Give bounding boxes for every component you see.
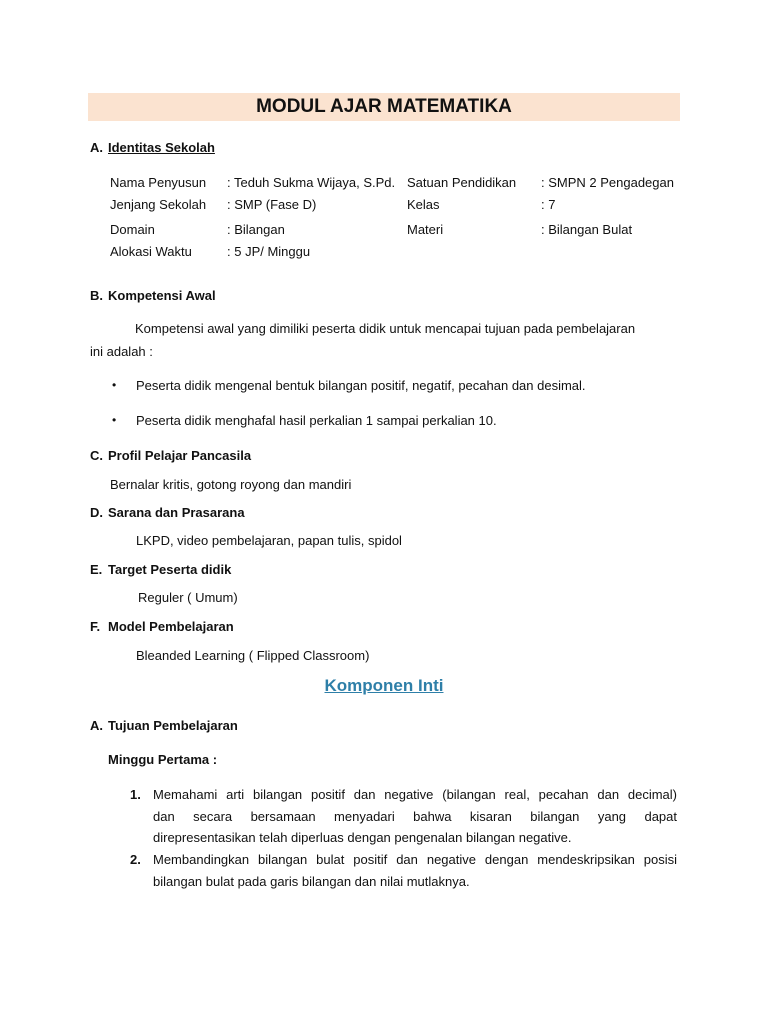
section-c-title: Profil Pelajar Pancasila [108, 448, 252, 463]
section-c-heading [90, 448, 251, 463]
section-c-text: Bernalar kritis, gotong royong dan mandiri [110, 477, 352, 492]
tujuan-item-1-line-2: dan secara bersamaan menyadari bahwa kisaran bilangan yang dapat [153, 808, 677, 824]
bullet-item-1: Peserta didik mengenal bentuk bilangan positif, negatif, pecahan dan desimal. [136, 378, 586, 393]
section-a-letter: A. [90, 140, 103, 155]
section-e-text: Reguler ( Umum) [138, 590, 238, 605]
tujuan-item-2-line-2: bilangan bulat pada garis bilangan dan nilai mutlaknya. [153, 873, 470, 889]
tujuan-item-2-line-1: Membandingkan bilangan bulat positif dan negative dengan mendeskripsikan posisi [153, 852, 677, 867]
tujuan-title: Tujuan Pembelajaran [108, 718, 238, 733]
document-title-text: MODUL AJAR MATEMATIKA [256, 96, 512, 117]
identity-label-3: Jenjang Sekolah [110, 197, 207, 212]
section-b-letter: B. [90, 288, 103, 303]
tujuan-item-1 [153, 784, 677, 849]
section-a-title: Identitas Sekolah [108, 140, 215, 155]
section-d-text: LKPD, video pembelajaran, papan tulis, spidol [136, 533, 402, 548]
section-b-title: Kompetensi Awal [108, 288, 216, 303]
identity-label-1: Nama Penyusun [110, 175, 207, 190]
section-f-text: Bleanded Learning ( Flipped Classroom) [136, 648, 370, 663]
section-d-letter: D. [90, 505, 103, 520]
section-d-title: Sarana dan Prasarana [108, 505, 245, 520]
identity-label-6: Materi [407, 222, 444, 237]
tujuan-heading [90, 718, 238, 733]
tujuan-item-2 [153, 849, 677, 892]
identity-value-7: : 5 JP/ Minggu [227, 244, 311, 259]
bullet-icon: • [112, 378, 117, 392]
tujuan-item-1-line-3: direpresentasikan telah diperluas dengan pengenalan bilangan negative. [153, 830, 572, 845]
section-b-paragraph-line-1: Kompetensi awal yang dimiliki peserta didik untuk mencapai tujuan pada pembelajaran [135, 321, 636, 336]
list-number-2: 2. [130, 852, 141, 867]
tujuan-letter: A. [90, 718, 103, 733]
list-number-1: 1. [130, 787, 141, 802]
section-c-letter: C. [90, 448, 103, 463]
section-b-paragraph-line-2: ini adalah : [90, 344, 153, 359]
identity-value-5: : Bilangan [227, 222, 285, 237]
tujuan-item-1-line-1: Memahami arti bilangan positif dan negative (bilangan real, pecahan dan decimal) [153, 787, 677, 802]
document-title [88, 93, 680, 121]
identity-value-1: : Teduh Sukma Wijaya, S.Pd. [227, 175, 396, 190]
identity-label-5: Domain [110, 222, 155, 237]
section-f-title: Model Pembelajaran [108, 619, 234, 634]
bullet-item-2: Peserta didik menghafal hasil perkalian 1 sampai perkalian 10. [136, 413, 497, 428]
identity-label-7: Alokasi Waktu [110, 244, 192, 259]
identity-value-2: : SMPN 2 Pengadegan [541, 175, 674, 190]
section-e-heading [90, 562, 231, 577]
identity-value-6: : Bilangan Bulat [541, 222, 633, 237]
bullet-icon: • [112, 413, 117, 427]
section-d-heading [90, 505, 245, 520]
komponen-inti-heading: Komponen Inti [324, 676, 444, 695]
identity-label-4: Kelas [407, 197, 440, 212]
section-f-heading [90, 619, 234, 634]
section-f-letter: F. [90, 619, 101, 634]
section-b-heading [90, 288, 216, 303]
identity-value-4: : 7 [541, 197, 556, 212]
section-e-title: Target Peserta didik [108, 562, 232, 577]
section-e-letter: E. [90, 562, 103, 577]
identity-label-2: Satuan Pendidikan [407, 175, 517, 190]
identity-value-3: : SMP (Fase D) [227, 197, 317, 212]
section-a-heading [90, 140, 215, 155]
minggu-pertama-heading: Minggu Pertama : [108, 752, 218, 767]
